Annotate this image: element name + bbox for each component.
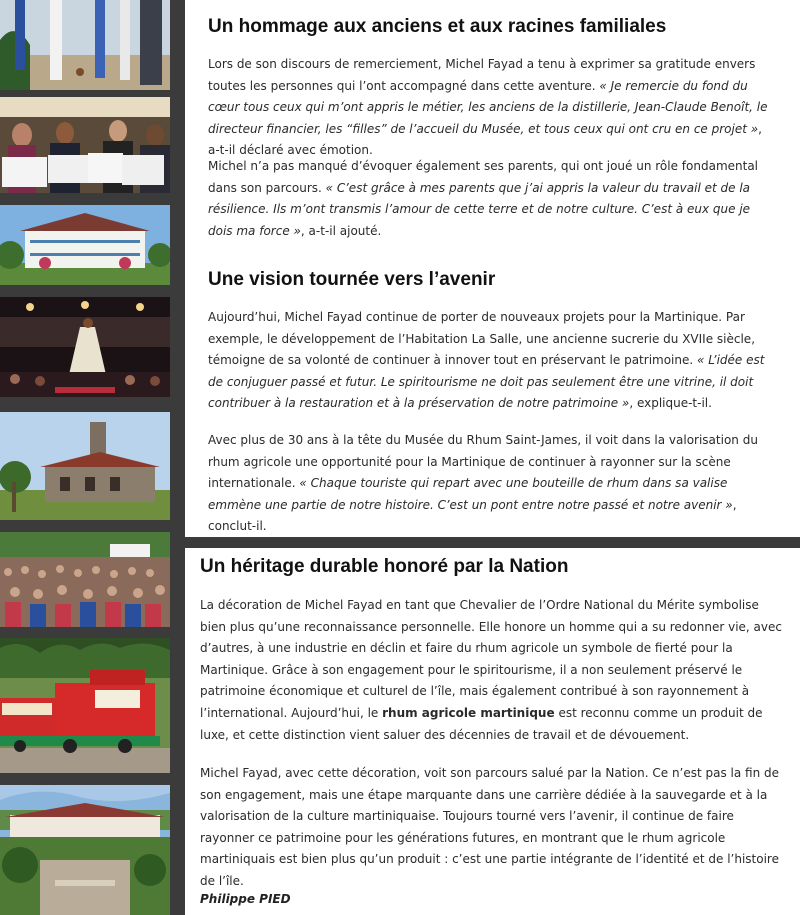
paragraph-musee: Avec plus de 30 ans à la tête du Musée du Rhum Saint-James, il voit dans la valorisation du rhum agricole une opportunité pour la Martinique de continuer à rayonner sur la scène internationale. « Chaque touriste qui repart avec une bouteille de rhum dans sa valise emmène une partie de notre histoire. C’est un pont entre notre passé et notre avenir », conclut-il. bbox=[208, 433, 758, 534]
bold-link-rhum-agricole: rhum agricole martinique bbox=[382, 705, 555, 720]
photo-red-train bbox=[0, 638, 170, 773]
section-heading-hommage: Un hommage aux anciens et aux racines familiales bbox=[208, 16, 667, 37]
photo-stone-building bbox=[0, 412, 170, 520]
article-panel-top bbox=[185, 0, 800, 537]
paragraph-nation: Michel Fayad, avec cette décoration, voit son parcours salué par la Nation. Ce n’est pas la fin de son engagement, mais une étape marquante dans une carrière dédiée à la sauvegarde et à la valorisation de la culture martiniquaise. Toujours tourné vers l’avenir, il continue de faire rayonner ce patrimoine pour les générations futures, en montrant que le rhum agricole martiniquais est bien plus qu’un produit : c’est une partie intégrante de l’identité et de l’histoire de l’île. bbox=[200, 766, 780, 888]
article-panel-bottom bbox=[185, 548, 800, 915]
photo-strip bbox=[0, 0, 185, 915]
paragraph-parents: Michel n’a pas manqué d’évoquer également ses parents, qui ont joué un rôle fondamental dans son parcours. « C’est grâce à mes parents que j’ai appris la valeur du travail et de la résilience. Ils m’ont transmis l’amour de cette terre et de notre culture. C’est à eux que je dois ma force », a-t-il ajouté. bbox=[208, 159, 759, 238]
photo-colonial-house bbox=[0, 205, 170, 285]
photo-flags bbox=[0, 0, 170, 90]
photo-crowd bbox=[0, 532, 170, 627]
paragraph-decoration: La décoration de Michel Fayad en tant que Chevalier de l’Ordre National du Mérite symbolise bien plus qu’une reconnaissance personnelle. Elle honore un homme qui a su redonner vie, avec d’autres, à une industrie en déclin et faire du rhum agricole un symbole de fierté pour la Martinique. Grâce à son engagement pour le spiritourisme, il a non seulement préservé le patrimoine économique et culturel de l’île, mais également contribué à son rayonnement à l’international. Aujourd’hui, le rhum agricole martinique est reconnu comme un produit de luxe, et cette distinction vient saluer des décennies de travail et de dévouement. bbox=[200, 598, 782, 742]
photo-stage-show bbox=[0, 297, 170, 397]
paragraph-habitation: Aujourd’hui, Michel Fayad continue de porter de nouveaux projets pour la Martinique. Par exemple, le développement de l’Habitation La Salle, une ancienne sucrerie du XVIIe siècle, témoigne de sa volonté de continuer à innover tout en préservant le patrimoine. « L’idée est de conjuguer passé et futur. Le spiritourisme ne doit pas seulement être une vitrine, il doit contribuer à la restauration et à la préservation de notre patrimoine », explique-t-il. bbox=[208, 310, 765, 411]
paragraph-discours: Lors de son discours de remerciement, Michel Fayad a tenu à exprimer sa gratitude envers toutes les personnes qui l’ont accompagné dans cette aventure. « Je remercie du fond du cœur tous ceux qui m’ont appris le métier, les anciens de la distillerie, Jean-Claude Benoît, le directeur financier, les “filles” de l’accueil du Musée, et tous ceux qui ont cru en ce projet », a-t-il déclaré avec émotion. bbox=[208, 57, 768, 158]
author-signature: Philippe PIED bbox=[200, 892, 291, 906]
photo-estate-garden bbox=[0, 785, 170, 915]
photo-certificates bbox=[0, 97, 170, 193]
section-heading-vision: Une vision tournée vers l’avenir bbox=[208, 269, 496, 290]
section-heading-heritage: Un héritage durable honoré par la Nation bbox=[200, 556, 569, 577]
